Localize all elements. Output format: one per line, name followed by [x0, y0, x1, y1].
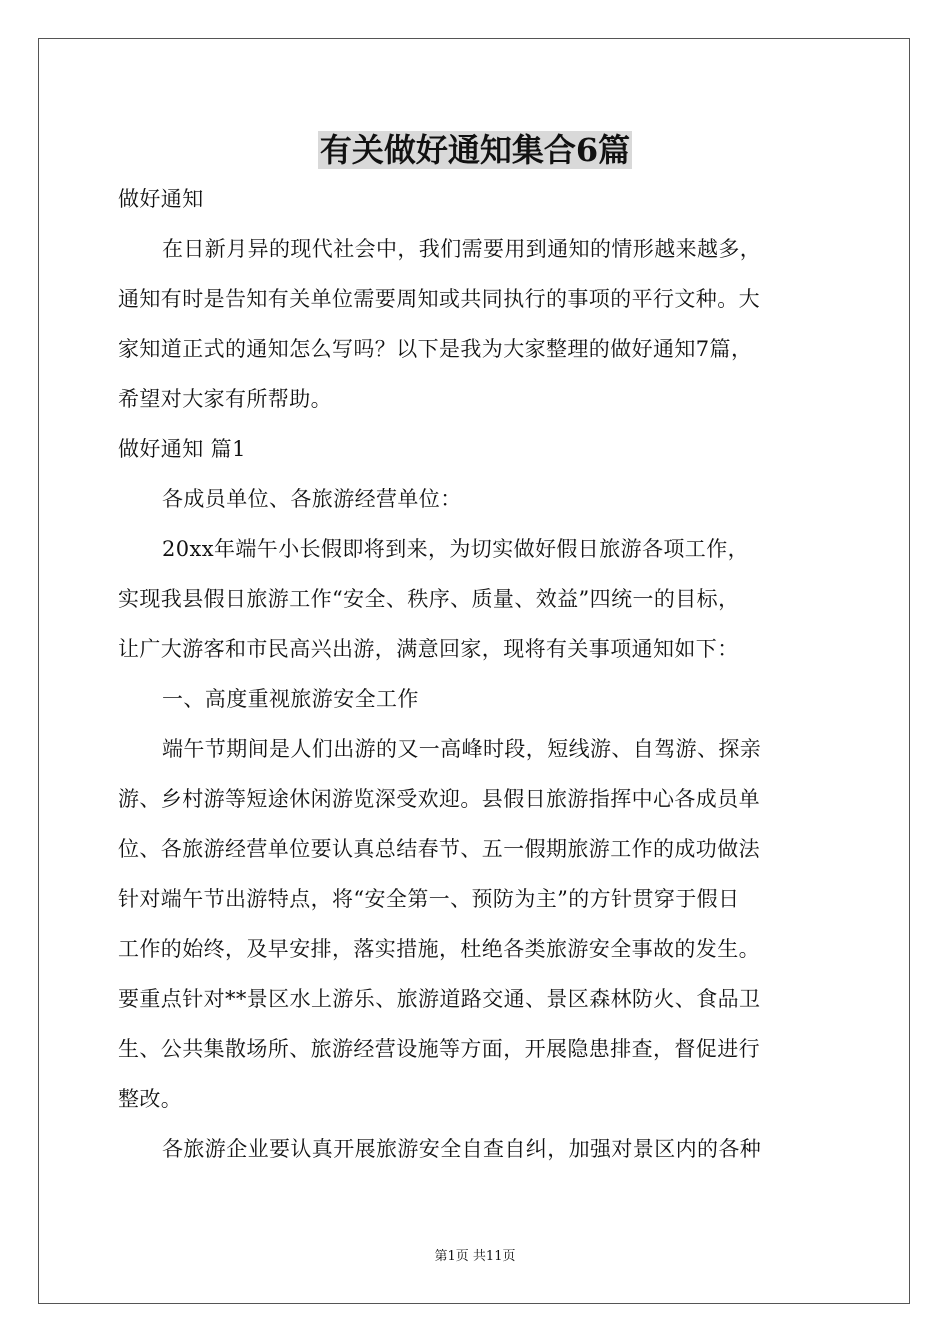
paragraph-line: 家知道正式的通知怎么写吗？以下是我为大家整理的做好通知7篇，: [118, 337, 753, 361]
paragraph-line: 游、乡村游等短途休闲游览深受欢迎。县假日旅游指挥中心各成员单: [118, 787, 760, 811]
paragraph-line: 整改。: [118, 1087, 183, 1111]
paragraph-line: 希望对大家有所帮助。: [118, 387, 332, 411]
page-footer: 第1页 共11页: [434, 1249, 516, 1264]
paragraph-line: 在日新月异的现代社会中，我们需要用到通知的情形越来越多，: [162, 237, 762, 261]
paragraph-line: 20xx年端午小长假即将到来，为切实做好假日旅游各项工作，: [162, 537, 750, 561]
paragraph-line: 位、各旅游经营单位要认真总结春节、五一假期旅游工作的成功做法: [118, 837, 760, 861]
paragraph-line: 各旅游企业要认真开展旅游安全自查自纠，加强对景区内的各种: [162, 1137, 762, 1161]
paragraph-line: 工作的始终，及早安排，落实措施，杜绝各类旅游安全事故的发生。: [118, 937, 760, 961]
paragraph-line: 实现我县假日旅游工作“安全、秩序、质量、效益”四统一的目标，: [118, 587, 740, 611]
document-title: 有关做好通知集合6篇: [319, 131, 631, 169]
subheading: 一、高度重视旅游安全工作: [162, 687, 419, 711]
paragraph-line: 端午节期间是人们出游的又一高峰时段，短线游、自驾游、探亲: [162, 737, 762, 761]
section-heading: 做好通知 篇1: [118, 437, 246, 461]
page-border: [38, 38, 910, 1304]
paragraph-line: 要重点针对**景区水上游乐、旅游道路交通、景区森林防火、食品卫: [118, 987, 761, 1011]
paragraph-line: 让广大游客和市民高兴出游，满意回家，现将有关事项通知如下：: [118, 637, 739, 661]
paragraph-line: 通知有时是告知有关单位需要周知或共同执行的事项的平行文种。大: [118, 287, 760, 311]
section-heading: 做好通知: [118, 187, 204, 211]
paragraph-line: 生、公共集散场所、旅游经营设施等方面，开展隐患排查，督促进行: [118, 1037, 760, 1061]
paragraph-line: 针对端午节出游特点，将“安全第一、预防为主”的方针贯穿于假日: [118, 887, 740, 911]
paragraph-line: 各成员单位、各旅游经营单位：: [162, 487, 462, 511]
